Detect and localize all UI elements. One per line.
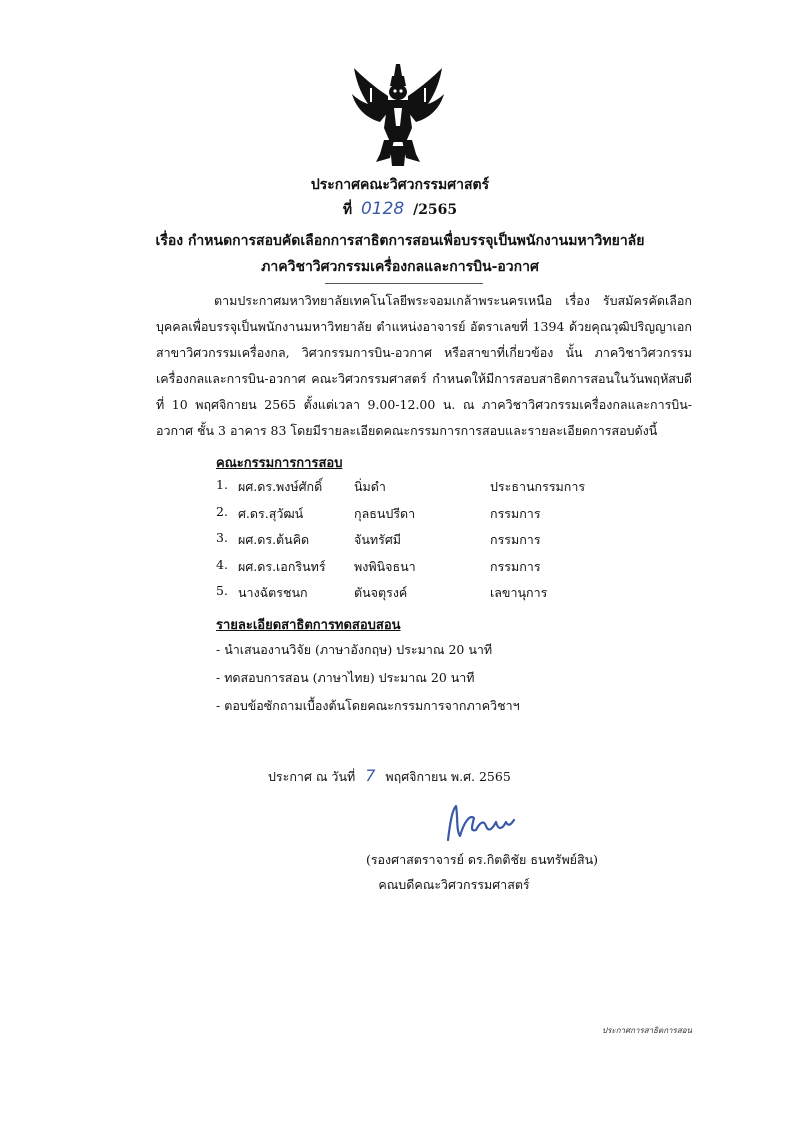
announcement-department: ภาควิชาวิศวกรรมเครื่องกลและการบิน-อวกาศ <box>261 259 539 275</box>
committee-row <box>216 477 656 504</box>
member-role: กรรมการ <box>490 505 541 521</box>
committee-row <box>216 583 656 610</box>
handwritten-signature <box>440 800 520 846</box>
member-number: 1. <box>216 477 228 492</box>
date-suffix: พฤศจิกายน พ.ศ. 2565 <box>385 769 511 784</box>
member-number: 5. <box>216 583 228 598</box>
number-prefix: ที่ <box>342 202 353 218</box>
announcement-date <box>268 766 568 787</box>
details-item: - นำเสนองานวิจัย (ภาษาอังกฤษ) ประมาณ 20 นาที <box>216 642 493 657</box>
member-last-name: นิ่มดำ <box>354 479 386 494</box>
committee-row <box>216 530 656 557</box>
member-first-name: นางฉัตรชนก <box>238 585 308 600</box>
garuda-emblem <box>350 62 446 168</box>
member-role: เลขานุการ <box>490 585 548 600</box>
member-role: กรรมการ <box>490 558 541 574</box>
member-last-name: จันทรัศมี <box>354 532 401 547</box>
member-first-name: ผศ.ดร.เอกรินทร์ <box>238 558 326 574</box>
number-suffix: /2565 <box>413 202 458 218</box>
committee-row <box>216 504 656 531</box>
member-last-name: พงพินิจธนา <box>354 558 416 574</box>
paragraph-text: ตามประกาศมหาวิทยาลัยเทคโนโลยีพระจอมเกล้าพระนครเหนือ เรื่อง รับสมัครคัดเลือกบุคคลเพื่อบรรจุเป็นพนักงานมหาวิทยาลัย ตำแหน่งอาจารย์ อัตราเลขที่ 1394 ด้วยคุณวุฒิปริญญาเอก สาขาวิศวกรรมเครื่องกล, วิศวกรรมการบิน-อวกาศ หรือสาขาที่เกี่ยวข้อง นั้น ภาควิชาวิศวกรรมเครื่องกลและการบิน-อวกาศ คณะวิศวกรรมศาสตร์ กำหนดให้มีการสอบสาธิตการสอนในวันพฤหัสบดีที่ 10 พฤศจิกายน 2565 ตั้งแต่เวลา 9.00-12.00 น. ณ ภาควิชาวิศวกรรมเครื่องกลและการบิน-อวกาศ ชั้น 3 อาคาร 83 โดยมีรายละเอียดคณะกรรมการการสอบและรายละเอียดการสอบดังนี้ <box>156 293 692 438</box>
announcement-subject: เรื่อง กำหนดการสอบคัดเลือกการสาธิตการสอนเพื่อบรรจุเป็นพนักงานมหาวิทยาลัย <box>155 233 645 249</box>
member-number: 2. <box>216 503 228 519</box>
footer-note: ประกาศการสาธิตการสอน <box>602 1026 692 1035</box>
member-first-name: ผศ.ดร.พงษ์ศักดิ์ <box>238 479 323 494</box>
member-first-name: ผศ.ดร.ต้นคิด <box>238 532 310 547</box>
committee-title: คณะกรรมการการสอบ <box>216 456 343 471</box>
member-last-name: กุลธนปรีดา <box>354 505 416 521</box>
signatory-position: คณบดีคณะวิศวกรรมศาสตร์ <box>378 877 530 892</box>
body-paragraph <box>156 288 692 444</box>
details-title: รายละเอียดสาธิตการทดสอบสอน <box>216 618 401 633</box>
details-item: - ตอบข้อซักถามเบื้องต้นโดยคณะกรรมการจากภาควิชาฯ <box>216 698 520 713</box>
header-divider <box>325 283 483 284</box>
member-last-name: ตันจตุรงค์ <box>354 585 408 600</box>
member-role: ประธานกรรมการ <box>490 479 586 494</box>
number-handwritten: 0128 <box>360 199 405 219</box>
details-list <box>216 640 520 724</box>
date-prefix: ประกาศ ณ วันที่ <box>268 769 356 784</box>
member-first-name: ศ.ดร.สุวัฒน์ <box>238 505 304 521</box>
announcement-org: ประกาศคณะวิศวกรรมศาสตร์ <box>310 177 490 193</box>
member-number: 3. <box>216 530 228 545</box>
signatory-name: (รองศาสตราจารย์ ดร.กิตติชัย ธนทรัพย์สิน) <box>365 852 599 867</box>
committee-row <box>216 557 656 584</box>
details-item: - ทดสอบการสอน (ภาษาไทย) ประมาณ 20 นาที <box>216 670 475 685</box>
member-number: 4. <box>216 556 228 572</box>
date-handwritten-day: 7 <box>365 766 376 785</box>
member-role: กรรมการ <box>490 532 541 547</box>
committee-list <box>216 477 656 610</box>
announcement-number <box>0 199 800 221</box>
